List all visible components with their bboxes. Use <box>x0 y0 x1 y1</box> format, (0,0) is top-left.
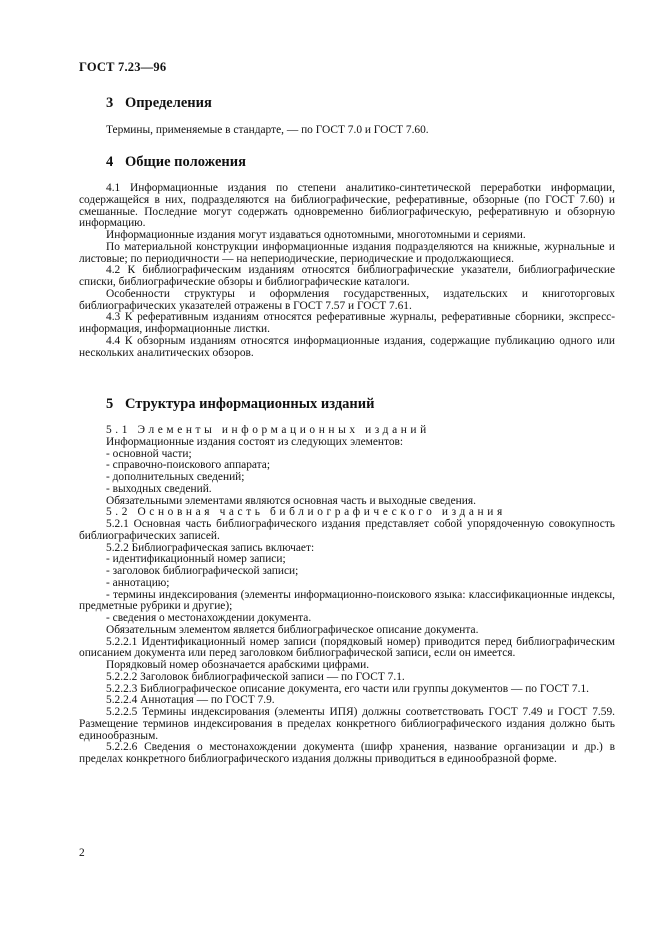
subsection-heading: 5.2 Основная часть библиографического издания <box>106 506 506 519</box>
section-3-title: Определения <box>125 95 212 111</box>
paragraph: Особенности структуры и оформления государственных, издательских и книготорговых библиографических указателей отражены в ГОСТ 7.57 и ГОСТ 7.61. <box>79 287 615 312</box>
list-item: - идентификационный номер записи; <box>106 553 286 566</box>
paragraph: Обязательными элементами являются основная часть и выходные сведения. <box>106 494 476 507</box>
paragraph: 5.2.2.2 Заголовок библиографической записи — по ГОСТ 7.1. <box>106 670 405 683</box>
paragraph: 5.2.2.1 Идентификационный номер записи (порядковый номер) приводится перед библиографическим описанием документа или перед заголовком библиографической записи, если он имеется. <box>79 635 615 660</box>
document-code: ГОСТ 7.23—96 <box>79 60 167 74</box>
list-item: - заголовок библиографической записи; <box>106 565 299 577</box>
page-number: 2 <box>79 847 85 859</box>
paragraph: 5.2.2.4 Аннотация — по ГОСТ 7.9. <box>106 694 275 707</box>
paragraph: 4.1 Информационные издания по степени аналитико-синтетической переработки информации, содержащейся в них, подразделяются на библиографические, реферативные, обзорные (по ГОСТ 7.60) и смешанные. Последние могут содержать одновременно библиографическую, реферативную и обзорную информацию. <box>79 182 615 230</box>
subsection-heading: 5.1 Элементы информационных изданий <box>106 424 430 436</box>
section-4-number: 4 <box>106 154 114 170</box>
paragraph: 4.4 К обзорным изданиям относятся информационные издания, содержащие публикацию одного или нескольких аналитических обзоров. <box>79 334 615 359</box>
section-5-number: 5 <box>106 396 114 412</box>
list-item: - основной части; <box>106 447 192 460</box>
section-4-heading <box>106 154 246 171</box>
paragraph: Информационные издания могут издаваться однотомными, многотомными и сериями. <box>106 229 526 241</box>
list-item: - аннотацию; <box>106 576 170 589</box>
paragraph: 5.2.2.3 Библиографическое описание документа, его части или группы документов — по ГОСТ 7.1. <box>106 682 590 695</box>
paragraph: 4.2 К библиографическим изданиям относятся библиографические указатели, библиографические списки, библиографические обзоры и библиографические каталоги. <box>79 264 615 288</box>
paragraph: Информационные издания состоят из следующих элементов: <box>106 435 404 448</box>
section-3-number: 3 <box>106 95 114 111</box>
list-item: - дополнительных сведений; <box>106 471 245 483</box>
paragraph: 5.2.2.6 Сведения о местонахождении документа (шифр хранения, название организации и др.) в пределах конкретного библиографического издания должны приводиться в единообразной форме. <box>79 741 615 765</box>
paragraph: 5.2.1 Основная часть библиографического издания представляет собой упорядоченную совокупность библиографических записей. <box>79 518 615 542</box>
list-item: - сведения о местонахождении документа. <box>106 612 312 624</box>
paragraph: Обязательным элементом является библиографическое описание документа. <box>106 623 479 636</box>
section-4-body <box>79 183 615 359</box>
list-item: - выходных сведений. <box>106 482 212 495</box>
paragraph: Термины, применяемые в стандарте, — по ГОСТ 7.0 и ГОСТ 7.60. <box>106 124 429 136</box>
section-5-heading <box>106 396 374 413</box>
section-5-title: Структура информационных изданий <box>125 396 375 412</box>
paragraph: 5.2.2.5 Термины индексирования (элементы ИПЯ) должны соответствовать ГОСТ 7.49 и ГОСТ 7.59. Размещение терминов индексирования в пределах конкретного библиографического издания должно быть единообразным. <box>79 706 615 742</box>
paragraph: Порядковый номер обозначается арабскими цифрами. <box>106 659 370 671</box>
list-item: - справочно-поискового аппарата; <box>106 459 271 472</box>
section-3-body <box>79 125 615 137</box>
paragraph: 4.3 К реферативным изданиям относятся реферативные журналы, реферативные сборники, экспресс-информация, информационные листки. <box>79 311 615 335</box>
paragraph: 5.2.2 Библиографическая запись включает: <box>106 541 315 554</box>
section-5-body <box>79 425 615 766</box>
section-4-title: Общие положения <box>125 154 246 170</box>
paragraph: По материальной конструкции информационные издания подразделяются на книжные, журнальные и листовые; по периодичности — на непериодические, периодические и продолжающиеся. <box>79 240 615 265</box>
list-item: - термины индексирования (элементы информационно-поискового языка: классификационные индексы, предметные рубрики и другие); <box>79 588 615 613</box>
section-3-heading <box>106 95 212 112</box>
